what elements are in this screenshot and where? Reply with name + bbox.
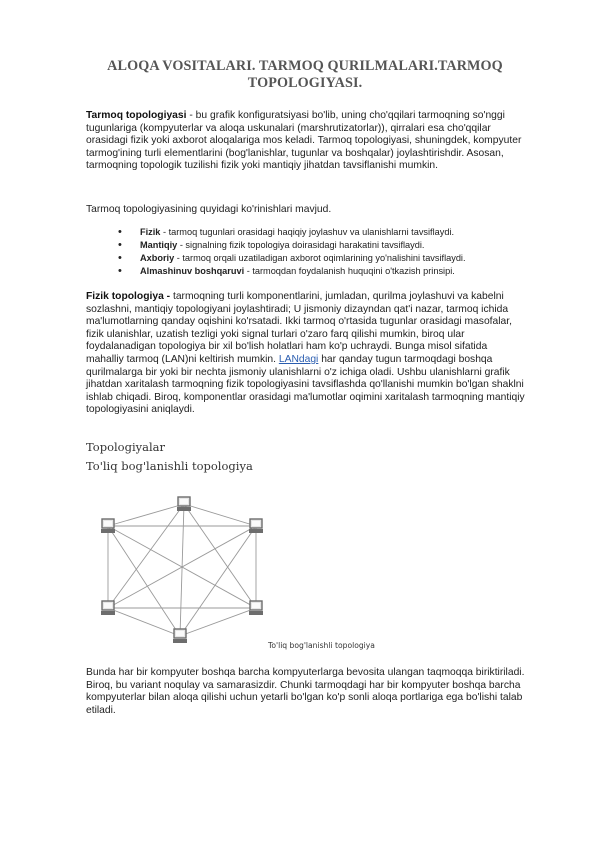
- heading-full-mesh: To'liq bog'lanishli topologiya: [86, 459, 253, 473]
- physical-text-1: tarmoqning turli komponentlarini, jumladan, qurilma joylashuvi va kabelni sozlashni, mantiqiy topologiyani joylashtiradi; U jismoniy dizayndan qat'i nazar, tarmoq ichida ma'lumotlarning qanday oqishini ko'rsatadi. Ikki tarmoq o'rtasida tugunlar orasidagi masofalar, fizik ulanishlar, uzatish tezligi yoki signal turlari o'zaro farq qilishi mumkin, biroq ular foydalanadigan topologiya bir xil bo'lish holatlari ham ko'p uchraydi. Bunga misol sifatida mahalliy tarmoq (LAN)ni keltirish mumkin.: [86, 291, 513, 365]
- computer-icon: [101, 519, 115, 533]
- computer-icon: [177, 497, 191, 511]
- mesh-link: [108, 504, 184, 526]
- closing-paragraph: Bunda har bir kompyuter boshqa barcha kompyuterlarga bevosita ulangan taqmoqqa biriktiriladi. Biroq, bu variant noqulay va samarasizdir. Chunki tarmoqdagi har bir kompyuter boshqa barcha kompyuterlar bilan aloqa qilishi uchun yetarli bo'lgan ko'p sonli aloqa portlariga ega bo'lishi talab etiladi.: [86, 667, 525, 716]
- bullet-icon: •: [118, 252, 122, 264]
- mesh-edges: [108, 504, 256, 636]
- physical-topology-paragraph: [86, 291, 526, 417]
- list-item: [118, 226, 538, 239]
- figure-caption: To'liq bog'lanishli topologiya: [268, 641, 375, 650]
- topology-types-list: [118, 226, 538, 278]
- list-item-term: Mantiqiy: [140, 240, 178, 250]
- mesh-link: [180, 526, 256, 636]
- physical-text-2: har qanday tugun tarmoqdagi boshqa qurilmalarga bir yoki bir nechta jismoniy ulanishlarni o'z ichiga oladi. Ushbu ulanishlarni grafik jihatdan xaritalash tarmoqning fizik topologiyasini tavsiflashda qo'llanishi mumkin bo'lgan shaklni ishlab chiqadi. Biroq, komponentlar orasidagi ma'lumotlar oqimini xaritalash tarmoqning mantiqiy topologiyasini aniqlaydi.: [86, 353, 525, 416]
- list-item-term: Fizik: [140, 227, 161, 237]
- mesh-link: [108, 526, 180, 636]
- intro-term: Tarmoq topologiyasi: [86, 110, 187, 121]
- physical-term: Fizik topologiya -: [86, 291, 171, 302]
- list-item: [118, 265, 538, 278]
- computer-icon: [101, 601, 115, 615]
- list-item: [118, 239, 538, 252]
- list-item: [118, 252, 538, 265]
- document-title: [70, 58, 540, 92]
- mesh-link: [184, 504, 256, 608]
- intro-paragraph: [86, 110, 526, 173]
- computer-icon: [249, 519, 263, 533]
- landagi-link[interactable]: LANdagi: [278, 353, 319, 365]
- mesh-link: [180, 608, 256, 636]
- types-intro: Tarmoq topologiyasining quyidagi ko'rinishlari mavjud.: [86, 204, 332, 215]
- mesh-link: [184, 504, 256, 526]
- list-item-term: Almashinuv boshqaruvi: [140, 266, 245, 276]
- list-item-text: - tarmoq tugunlari orasidagi haqiqiy joylashuv va ulanishlarni tavsiflaydi.: [160, 227, 455, 237]
- computer-icon: [173, 629, 187, 643]
- heading-topologies: Topologiyalar: [86, 440, 166, 454]
- list-item-text: - tarmoqdan foydalanish huquqini o'tkazish prinsipi.: [244, 266, 455, 276]
- list-item-text: - signalning fizik topologiya doirasidagi harakatini tavsiflaydi.: [177, 240, 425, 250]
- computer-icon: [249, 601, 263, 615]
- title-line-2: TOPOLOGIYASI.: [247, 75, 363, 91]
- bullet-icon: •: [118, 265, 122, 277]
- mesh-link: [108, 608, 180, 636]
- title-line-1: ALOQA VOSITALARI. TARMOQ QURILMALARI.TARMOQ: [107, 58, 503, 74]
- mesh-link: [180, 504, 184, 636]
- list-item-text: - tarmoq orqali uzatiladigan axborot oqimlarining yo'nalishini tavsiflaydi.: [174, 253, 466, 263]
- full-mesh-diagram: [96, 496, 286, 646]
- intro-text: - bu grafik konfiguratsiyasi bo'lib, uning cho'qqilari tarmoqning so'nggi tugunlariga (kompyuterlar va aloqa uskunalari (marshrutizatorlar)), qirralari esa cho'qqilar orasidagi fizik yoki axborot aloqalariga mos keladi. Tarmoq topologiyasi, shuningdek, kompyuter tarmog'ining turli elementlarini (bog'lanishlar, tugunlar va boshqalar) joylashtirishdir. Asosan, tarmoqning topologik tuzilishi fizik yoki mantiqiy jihatdan tavsiflanishi mumkin.: [86, 110, 522, 172]
- bullet-icon: •: [118, 239, 122, 251]
- bullet-icon: •: [118, 226, 122, 238]
- list-item-term: Axboriy: [140, 253, 175, 263]
- mesh-link: [108, 504, 184, 608]
